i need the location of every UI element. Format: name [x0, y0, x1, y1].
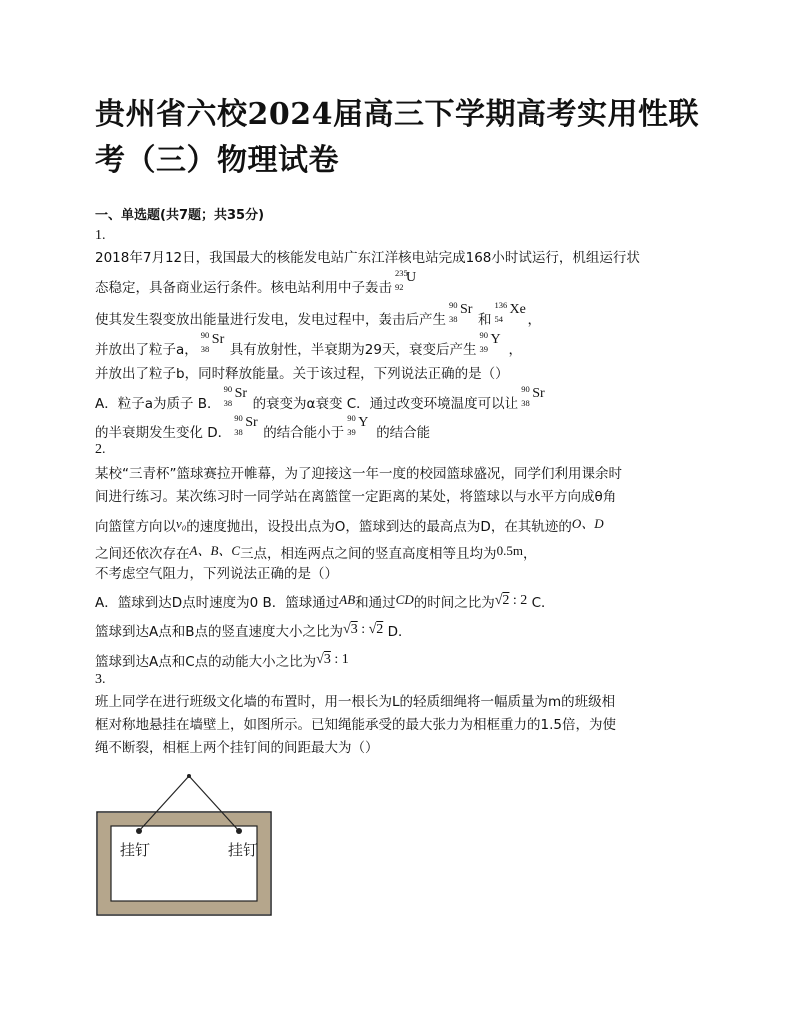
right-nail-icon [236, 828, 242, 834]
nuclide-sr90: 90 38 Sr [223, 384, 248, 408]
q1-line-1: 2018年7月12日，我国最大的核能发电站广东江洋核电站完成168小时试运行，机组运行状 [95, 250, 640, 266]
q1-line-5: 并放出了粒子b，同时释放能量。关于该过程，下列说法正确的是（） [95, 366, 509, 382]
frame-inner-panel [111, 826, 257, 901]
nuclide-sr90: 90 38 Sr [234, 413, 258, 437]
question-number-3: 3. [95, 672, 106, 687]
nuclide-y90: 90 39 Y [479, 330, 501, 354]
q2-line-5: 不考虑空气阻力，下列说法正确的是（） [95, 566, 338, 582]
q2-line-1: 某校“三青杯”篮球赛拉开帷幕，为了迎接这一年一度的校园篮球盛况，同学们利用课余时 [95, 466, 622, 482]
page-title: 贵州省六校2024届高三下学期高考实用性联考（三）物理试卷 [95, 97, 699, 178]
sqrt-ratio-3: √3 : 1 [316, 652, 349, 667]
q2-options-line-1: A．篮球到达D点时速度为0 B．篮球通过AB和通过CD的时间之比为√2 : 2 C． [95, 592, 555, 611]
q1-line-3: 使其发生裂变放出能量进行发电，发电过程中，轰击后产生 90 38 Sr 和 136 54 Xe ， [95, 300, 541, 328]
q2-options-line-2: 篮球到达A点和B点的竖直速度大小之比为√3 : √2 D． [95, 622, 412, 640]
nuclide-y90: 90 39 Y [347, 413, 369, 437]
section-heading: 一、单选题(共7题；共35分) [95, 208, 265, 223]
left-nail-icon [136, 828, 142, 834]
q1-line-2: 态稳定，具备商业运行条件。核电站利用中子轰击 235 92 U [95, 276, 424, 296]
q2-line-3: 向篮筐方向以v₀的速度抛出，设投出点为O，篮球到达的最高点为D，在其轨迹的O、D [95, 516, 604, 535]
q2-line-4: 之间还依次存在A、B、C三点，相连两点之间的竖直高度相等且均为0.5m， [95, 543, 537, 562]
q3-line-1: 班上同学在进行班级文化墙的布置时，用一根长为L的轻质细绳将一幅质量为m的班级相 [95, 694, 616, 710]
nuclide-sr90: 90 38 Sr [521, 384, 545, 408]
nuclide-sr90: 90 38 Sr [200, 330, 225, 354]
q1-options-line-2: 的半衰期发生变化 D． 90 38 Sr 的结合能小于 90 39 Y 的结合能 [95, 413, 431, 441]
q1-line-4: 并放出了粒子a， 90 38 Sr 具有放射性，半衰期为29天，衰变后产生 90 39 Y ， [95, 330, 522, 358]
sqrt-ratio-2: √3 : √2 [343, 622, 384, 637]
q2-options-line-3: 篮球到达A点和C点的动能大小之比为√3 : 1 [95, 652, 349, 670]
left-nail-label: 挂钉 [120, 841, 151, 859]
right-nail-label: 挂钉 [228, 841, 259, 859]
q2-line-2: 间进行练习。某次练习时一同学站在离篮筐一定距离的某处，将篮球以与水平方向成θ角 [95, 489, 617, 505]
nuclide-sr90: 90 38 Sr [449, 300, 473, 324]
wall-hook-icon [187, 774, 191, 778]
nuclide-xe136: 136 54 Xe [494, 300, 526, 324]
q3-line-2: 框对称地悬挂在墙壁上，如图所示。已知绳能承受的最大张力为相框重力的1.5倍，为使 [95, 717, 616, 733]
sqrt-ratio-1: √2 : 2 [494, 593, 528, 608]
nuclide-u235: 235 92 U [395, 268, 417, 292]
q3-line-3: 绳不断裂，相框上两个挂钉间的间距最大为（） [95, 740, 379, 756]
q1-options-line-1: A．粒子a为质子 B． 90 38 Sr 的衰变为α衰变 C．通过改变环境温度可以让 90 38 Sr [95, 392, 550, 412]
question-number-2: 2. [95, 442, 106, 457]
question-number-1: 1. [95, 228, 106, 243]
